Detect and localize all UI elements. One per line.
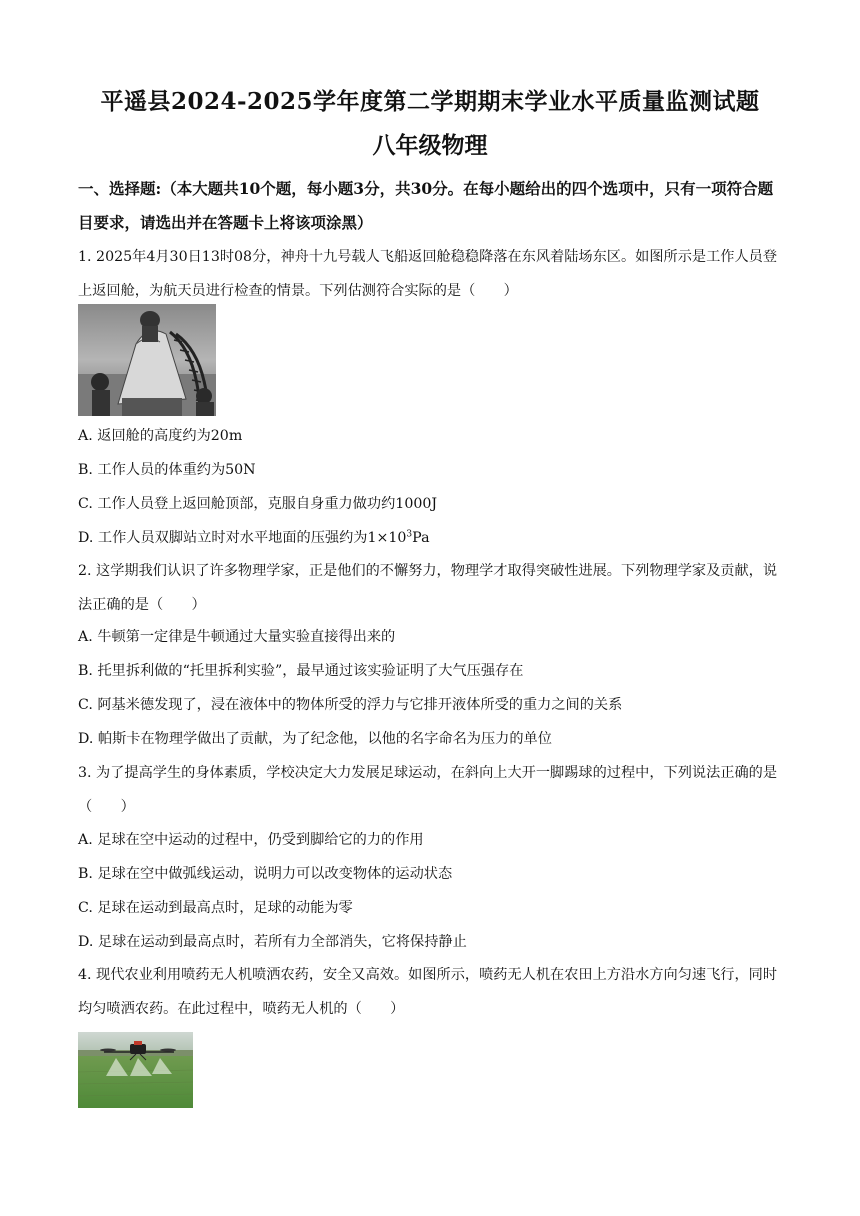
q2-option-c: C. 阿基米德发现了，浸在液体中的物体所受的浮力与它排开液体所受的重力之间的关系	[78, 697, 623, 713]
q3-option-d: D. 足球在运动到最高点时，若所有力全部消失，它将保持静止	[78, 934, 467, 950]
q1-option-c: C. 工作人员登上返回舱顶部，克服自身重力做功约1000J	[78, 496, 438, 512]
q1-option-d-exponent: 3	[406, 529, 413, 540]
question-3-stem: 3. 为了提高学生的身体素质，学校决定大力发展足球运动，在斜向上大开一脚踢球的过程中，下列说法正确的是（ ）	[78, 765, 778, 815]
capsule-photo	[78, 304, 216, 416]
q1-option-d-unit: Pa	[412, 530, 430, 546]
q3-option-a: A. 足球在空中运动的过程中，仍受到脚给它的力的作用	[78, 832, 424, 848]
question-2-stem: 2. 这学期我们认识了许多物理学家，正是他们的不懈努力，物理学才取得突破性进展。下列物理学家及贡献，说法正确的是（ ）	[78, 563, 778, 613]
q1-option-a: A. 返回舱的高度约为20m	[78, 428, 243, 444]
q1-option-d	[78, 527, 790, 549]
q2-option-a: A. 牛顿第一定律是牛顿通过大量实验直接得出来的	[78, 629, 396, 645]
drone-photo	[78, 1032, 193, 1108]
drone-photo-icon	[78, 1032, 193, 1108]
q3-option-b: B. 足球在空中做弧线运动，说明力可以改变物体的运动状态	[78, 866, 453, 882]
capsule-photo-icon	[78, 304, 216, 416]
question-4-stem: 4. 现代农业利用喷药无人机喷洒农药，安全又高效。如图所示，喷药无人机在农田上方沿水方向匀速飞行，同时均匀喷洒农药。在此过程中，喷药无人机的（ ）	[78, 967, 778, 1017]
exam-subtitle: 八年级物理	[372, 132, 488, 159]
q2-option-b: B. 托里拆利做的“托里拆利实验”，最早通过该实验证明了大气压强存在	[78, 663, 524, 679]
q1-option-d-text: D. 工作人员双脚站立时对水平地面的压强约为1×10	[78, 530, 407, 546]
exam-title: 平遥县2024-2025学年度第二学期期末学业水平质量监测试题	[100, 88, 760, 115]
q2-option-d: D. 帕斯卡在物理学做出了贡献，为了纪念他，以他的名字命名为压力的单位	[78, 731, 552, 747]
q3-option-c: C. 足球在运动到最高点时，足球的动能为零	[78, 900, 353, 916]
question-1-stem: 1. 2025年4月30日13时08分，神舟十九号载人飞船返回舱稳稳降落在东风着陆场东区。如图所示是工作人员登上返回舱，为航天员进行检查的情景。下列估测符合实际的是（ ）	[78, 249, 778, 299]
section-heading: 一、选择题:（本大题共10个题，每小题3分，共30分。在每小题给出的四个选项中，只有一项符合题目要求，请选出并在答题卡上将该项涂黑）	[78, 179, 774, 232]
q1-option-b: B. 工作人员的体重约为50N	[78, 462, 256, 478]
